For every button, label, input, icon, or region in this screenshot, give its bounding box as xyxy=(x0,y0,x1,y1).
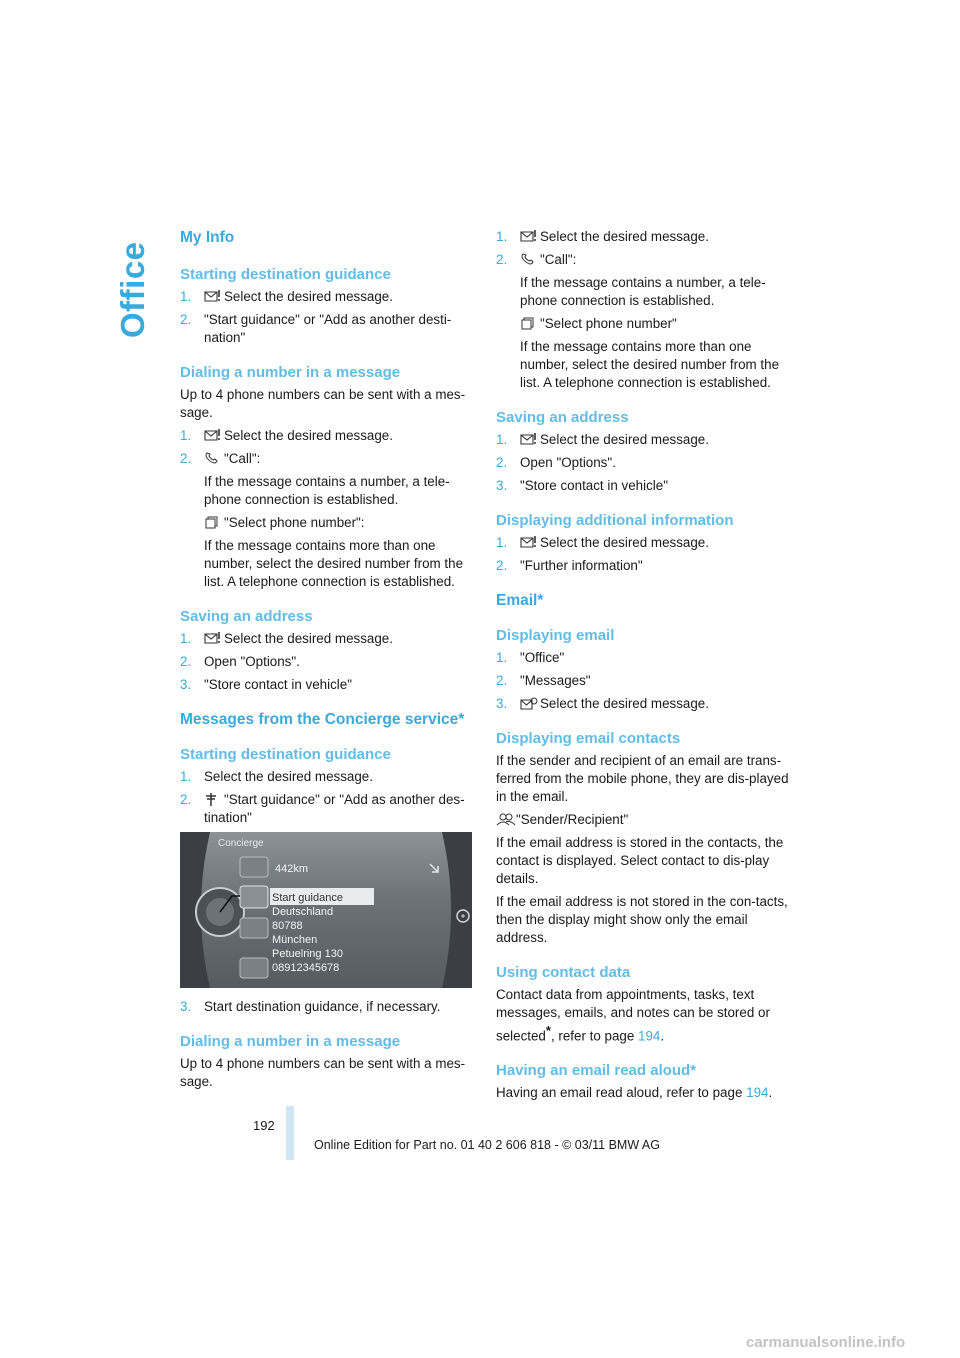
email-icon xyxy=(520,697,537,709)
section-title: Saving an address xyxy=(180,608,313,625)
message-icon xyxy=(520,433,537,445)
section-title: Dialing a number in a message xyxy=(180,364,401,381)
optional-equipment-star: * xyxy=(545,1023,551,1038)
list-item: 2. Open "Options". xyxy=(496,455,616,470)
section-title: Saving an address xyxy=(496,409,629,426)
step-list xyxy=(180,427,476,591)
footer-bar xyxy=(286,1106,294,1160)
heading-my-info: My Info xyxy=(180,229,235,246)
section-save-address xyxy=(180,607,476,694)
step-list xyxy=(496,228,792,392)
list-item: 3. Start destination guidance, if necessary. xyxy=(180,999,441,1014)
message-icon xyxy=(204,429,221,441)
screen-distance: 442km xyxy=(275,863,309,875)
chapter-tab-label: Office xyxy=(114,241,151,338)
section-additional-info xyxy=(496,511,792,575)
page-number: 192 xyxy=(253,1118,275,1133)
section-concierge-dial-continued xyxy=(496,228,792,392)
concierge-screenshot xyxy=(180,832,472,988)
list-item: 2. "Call": If the message contains a number, a tele-phone connection is established. "Select phone number" If the message contains more than one number, select the desired number from the list. A telephone connection is established. xyxy=(496,252,780,390)
section-title: Displaying additional information xyxy=(496,512,734,529)
phone-icon xyxy=(520,253,537,265)
left-column xyxy=(180,228,476,1107)
step-list xyxy=(180,288,476,347)
step-list xyxy=(496,649,792,713)
destination-flag-icon xyxy=(204,793,221,805)
section-contact-data: Using contact data Contact data from appointments, tasks, text messages, emails, and notes can be stored or selected*, refer to page 194. xyxy=(496,963,792,1045)
page-link[interactable]: 194 xyxy=(746,1085,769,1101)
list-item: 1. "Office" xyxy=(496,650,565,665)
section-title: Displaying email xyxy=(496,627,615,644)
watermark: carmanualsonline.info xyxy=(746,1334,906,1351)
list-item: 3. "Store contact in vehicle" xyxy=(496,478,668,493)
phone-number-icon xyxy=(520,317,537,329)
step-list xyxy=(496,534,792,575)
step-list xyxy=(496,431,792,495)
list-item: 1. Select the desired message. xyxy=(180,631,393,646)
section-title: Displaying email contacts xyxy=(496,730,681,747)
message-icon xyxy=(520,536,537,548)
list-item: 2. "Further information" xyxy=(496,558,643,573)
list-item: 2. Open "Options". xyxy=(180,654,300,669)
list-item: 2. "Start guidance" or "Add as another des-tination" xyxy=(180,792,465,825)
screen-line: Deutschland xyxy=(272,906,334,918)
list-item: 3. Select the desired message. xyxy=(496,696,709,711)
message-icon xyxy=(204,632,221,644)
screen-line: 80788 xyxy=(272,920,303,932)
section-read-aloud: Having an email read aloud* Having an email read aloud, refer to page 194. xyxy=(496,1061,792,1102)
step-list xyxy=(180,630,476,694)
screen-line: Start guidance xyxy=(272,892,343,904)
list-item: 1. Select the desired message. xyxy=(496,535,709,550)
section-save-address xyxy=(496,408,792,495)
concierge-display xyxy=(180,832,472,988)
screen-line: München xyxy=(272,934,318,946)
section-displaying-email xyxy=(496,626,792,713)
section-title: Starting destination guidance xyxy=(180,746,391,763)
list-item: 2. "Messages" xyxy=(496,673,591,688)
list-item: 1. Select the desired message. xyxy=(496,229,709,244)
list-item: 1. Select the desired message. xyxy=(180,428,393,443)
list-item: 1. Select the desired message. xyxy=(496,432,709,447)
screen-title: Concierge xyxy=(218,838,264,849)
phone-icon xyxy=(204,452,221,464)
list-item: 2. "Call": If the message contains a number, a tele-phone connection is established. "Select phone number": If the message contains more than one number, select the desired number from the list. A telephone connection is established. xyxy=(180,451,464,589)
contacts-icon xyxy=(496,813,513,825)
heading-concierge: Messages from the Concierge service* xyxy=(180,711,465,728)
list-item: 1. Select the desired message. xyxy=(180,769,373,784)
edition-note: Online Edition for Part no. 01 40 2 606 818 - © 03/11 BMW AG xyxy=(314,1138,660,1152)
list-item: 3. "Store contact in vehicle" xyxy=(180,677,352,692)
section-title: Starting destination guidance xyxy=(180,266,391,283)
message-icon xyxy=(204,290,221,302)
right-column xyxy=(496,228,792,1118)
section-start-guidance xyxy=(180,265,476,347)
section-title: Having an email read aloud* xyxy=(496,1062,697,1080)
message-icon xyxy=(520,230,537,242)
screen-line: Petuelring 130 xyxy=(272,948,343,960)
section-title: Dialing a number in a message xyxy=(180,1033,401,1050)
screen-line: 08912345678 xyxy=(272,962,340,974)
heading-email: Email* xyxy=(496,592,544,609)
list-item: 2. "Start guidance" or "Add as another desti-nation" xyxy=(180,312,452,345)
step-list xyxy=(180,998,476,1016)
section-dial-number: Dialing a number in a message Up to 4 phone numbers can be sent with a mes-sage. 1. Select the desired message. 2. "Call": If the message contains a number, a tele-phone connection is established. "Select phone number": If the message contains more than one number, select the desired number from the list. A telephone connection is established. xyxy=(180,363,476,591)
section-concierge-guidance xyxy=(180,745,476,1016)
list-item: 1. Select the desired message. xyxy=(180,289,393,304)
page-link[interactable]: 194 xyxy=(638,1028,661,1044)
section-title: Using contact data xyxy=(496,964,631,981)
section-email-contacts: Displaying email contacts If the sender and recipient of an email are trans-ferred from the mobile phone, they are dis-played in the email. "Sender/Recipient" If the email address is stored in the contacts, the contact is displayed. Select contact to dis-play details. If the email address is not stored in the con-tacts, then the display might show only the email address. xyxy=(496,729,792,947)
step-list xyxy=(180,768,476,827)
phone-number-icon xyxy=(204,516,221,528)
chapter-tab xyxy=(114,228,150,338)
section-concierge-dial: Dialing a number in a message Up to 4 phone numbers can be sent with a mes-sage. xyxy=(180,1032,476,1091)
